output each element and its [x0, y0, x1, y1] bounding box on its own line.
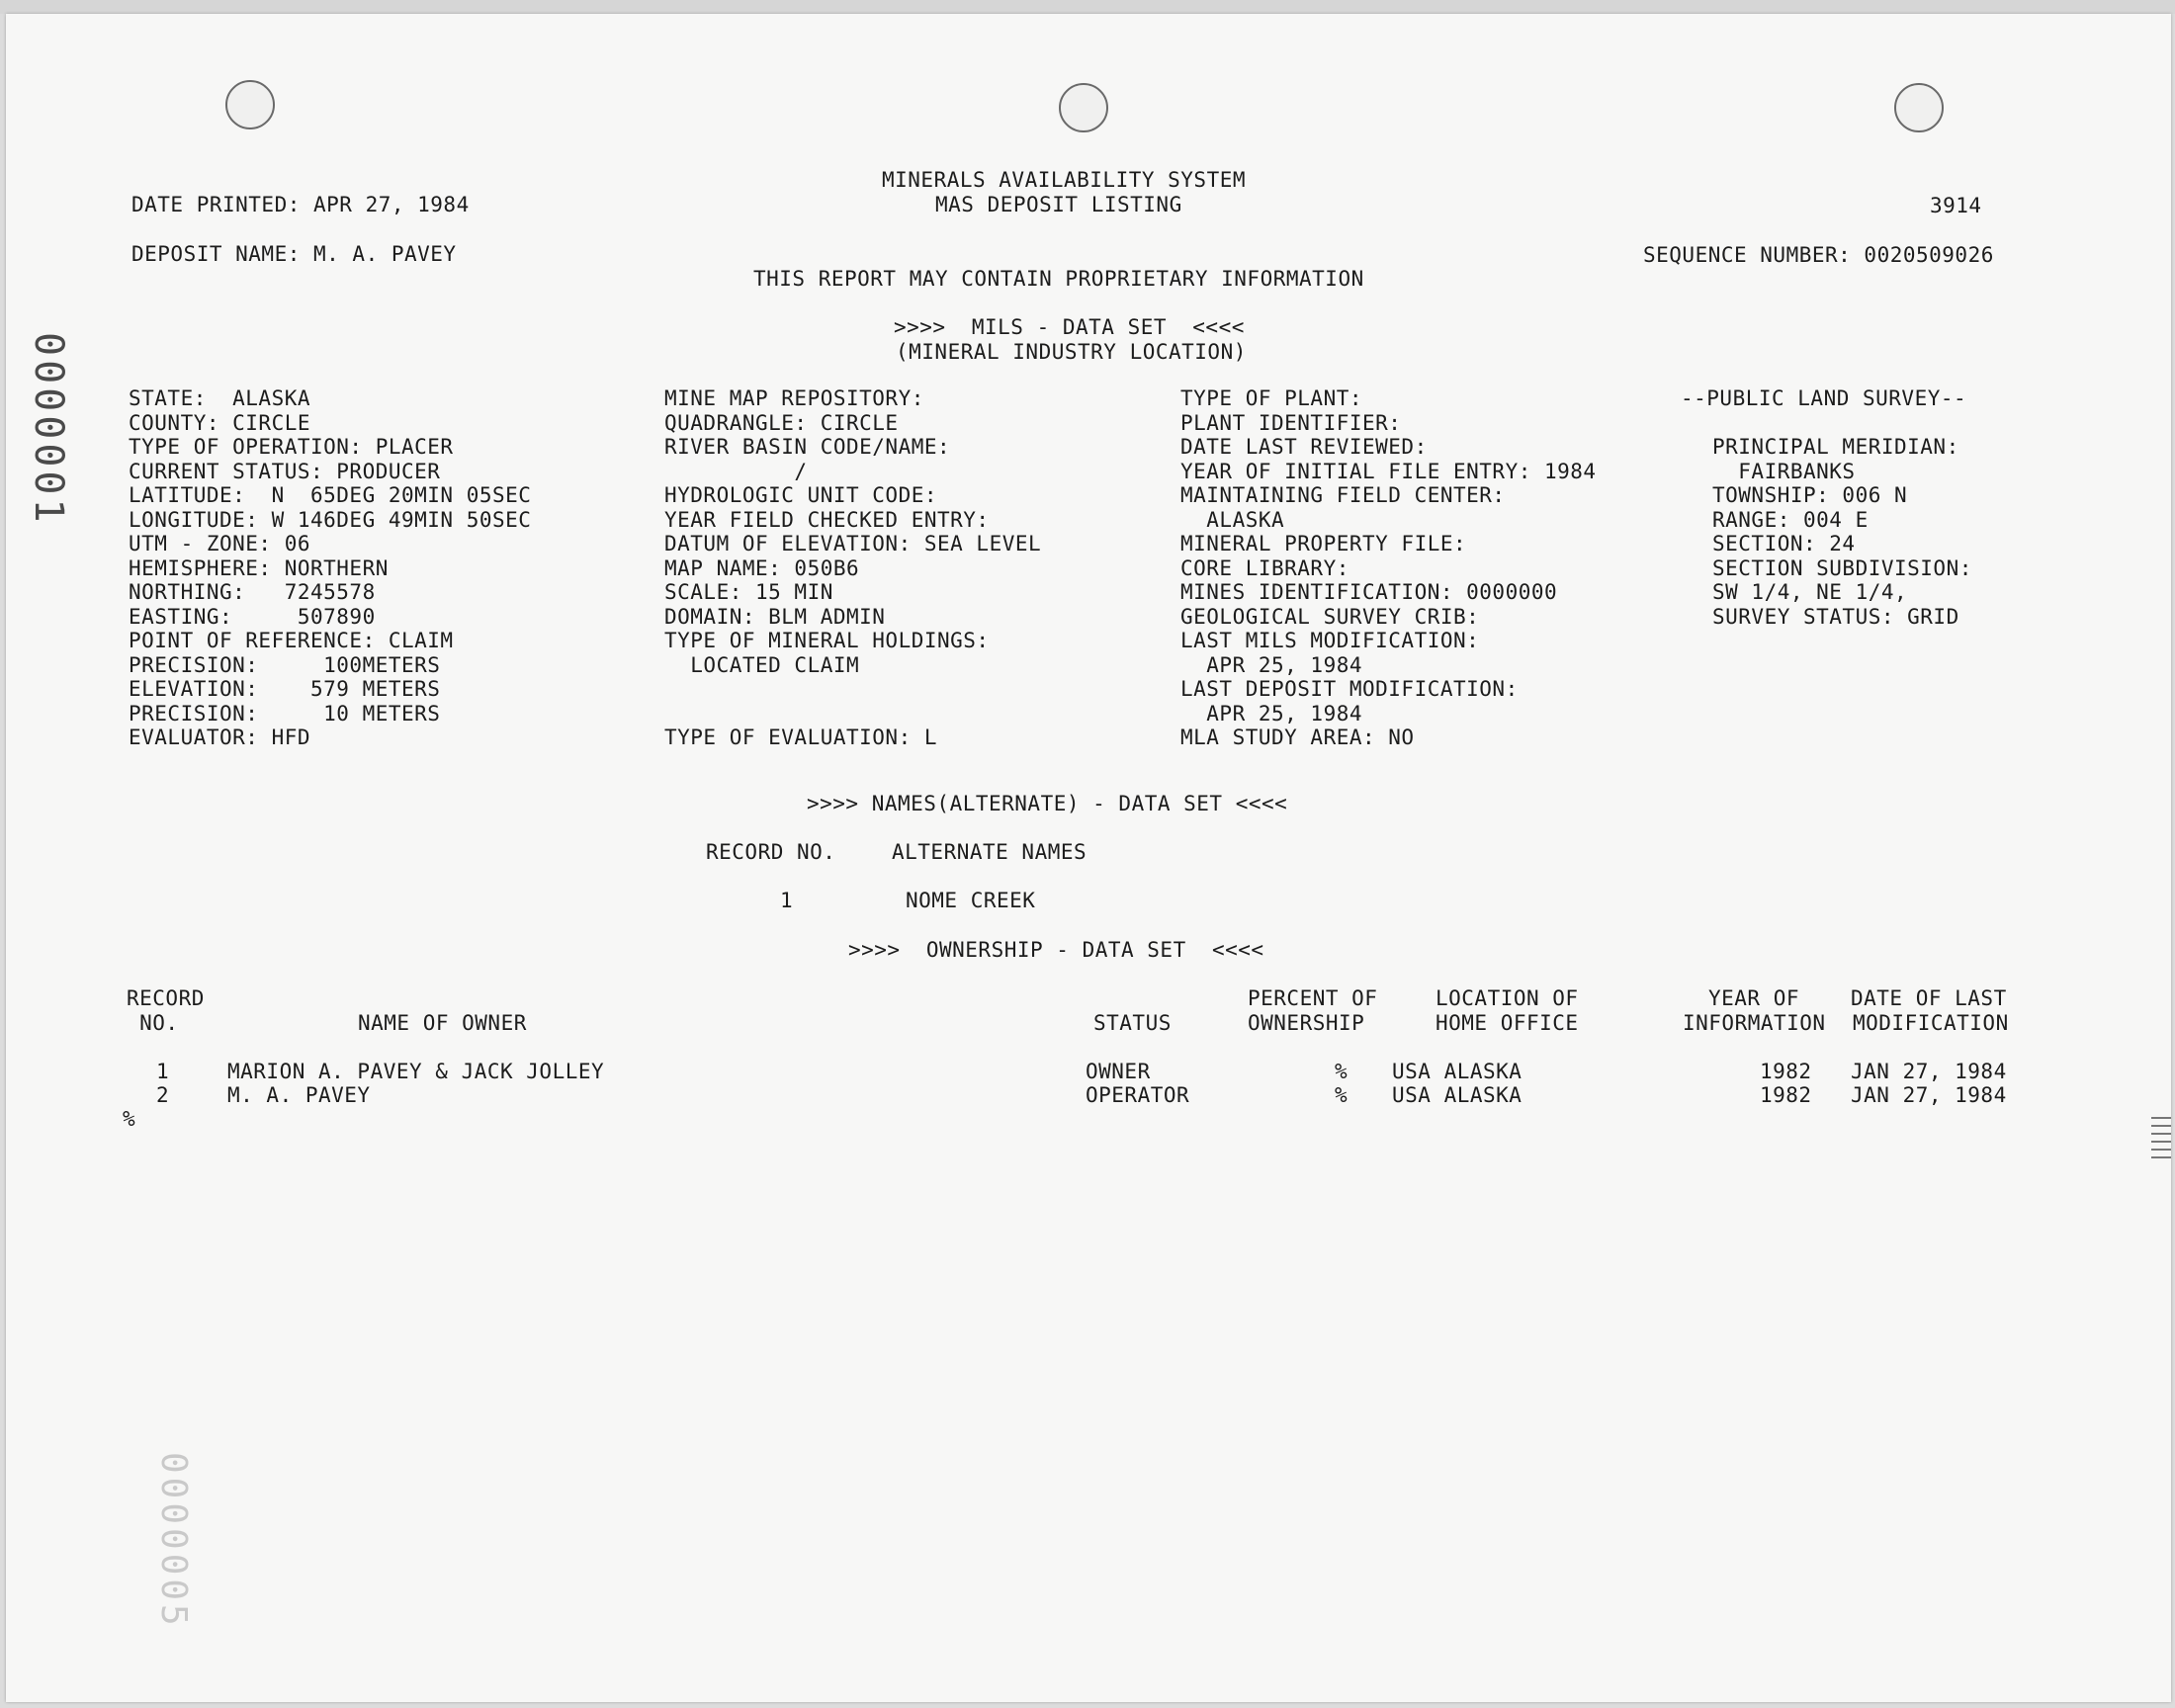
field-line: TYPE OF EVALUATION: L — [664, 726, 938, 749]
row-date: JAN 27, 1984 — [1851, 1083, 2007, 1107]
punch-hole-left — [225, 80, 275, 129]
field-line: UTM - ZONE: 06 — [129, 532, 311, 555]
field-line: PRINCIPAL MERIDIAN: — [1712, 435, 1959, 459]
col-location: LOCATION OF — [1436, 986, 1579, 1010]
names-section-title: >>>> NAMES(ALTERNATE) - DATA SET <<<< — [807, 792, 1288, 815]
field-line: FAIRBANKS — [1712, 459, 1856, 483]
row-status: OWNER — [1086, 1060, 1151, 1083]
field-line: PRECISION: 100METERS — [129, 652, 441, 677]
col-name-of-owner: NAME OF OWNER — [358, 1011, 527, 1035]
field-line: SECTION: 24 — [1712, 532, 1856, 555]
field-line: LONGITUDE: W 146DEG 49MIN 50SEC — [129, 507, 532, 532]
row-year: 1982 — [1760, 1060, 1812, 1083]
names-row-record: 1 — [780, 889, 794, 912]
col-date: MODIFICATION — [1853, 1011, 2009, 1035]
scan-artifact-line — [2151, 1141, 2171, 1143]
field-line: GEOLOGICAL SURVEY CRIB: — [1180, 604, 1480, 629]
field-line: SCALE: 15 MIN — [664, 580, 833, 604]
ownership-footer-mark: % — [123, 1107, 136, 1131]
scan-artifact-line — [2151, 1149, 2171, 1151]
printout-sheet — [6, 14, 2171, 1702]
scan-artifact-line — [2151, 1117, 2171, 1119]
date-printed: DATE PRINTED: APR 27, 1984 — [131, 193, 470, 216]
field-line: DATUM OF ELEVATION: SEA LEVEL — [664, 532, 1042, 555]
punch-hole-center — [1059, 83, 1108, 132]
survey-heading: --PUBLIC LAND SURVEY-- — [1681, 386, 1967, 410]
row-percent: % — [1335, 1060, 1348, 1083]
system-title: MINERALS AVAILABILITY SYSTEM — [882, 168, 1247, 192]
field-line: SECTION SUBDIVISION: — [1712, 555, 1972, 580]
mils-section-title: >>>> MILS - DATA SET <<<< — [894, 315, 1245, 339]
field-line: EASTING: 507890 — [129, 604, 376, 629]
field-line: DOMAIN: BLM ADMIN — [664, 604, 886, 629]
field-line: LAST DEPOSIT MODIFICATION: — [1180, 677, 1519, 701]
col-percent: OWNERSHIP — [1248, 1011, 1365, 1035]
field-line: MINE MAP REPOSITORY: — [664, 386, 924, 410]
field-line: LAST MILS MODIFICATION: — [1180, 629, 1480, 652]
row-owner-name: MARION A. PAVEY & JACK JOLLEY — [227, 1060, 605, 1083]
field-line: HYDROLOGIC UNIT CODE: — [664, 483, 938, 507]
row-year: 1982 — [1760, 1083, 1812, 1107]
field-line: MINES IDENTIFICATION: 0000000 — [1180, 580, 1558, 604]
field-line: ELEVATION: 579 METERS — [129, 677, 441, 701]
field-line: YEAR FIELD CHECKED ENTRY: — [664, 507, 990, 532]
mils-section-subtitle: (MINERAL INDUSTRY LOCATION) — [896, 340, 1247, 364]
col-percent: PERCENT OF — [1248, 986, 1378, 1010]
ownership-section-title: >>>> OWNERSHIP - DATA SET <<<< — [848, 938, 1264, 962]
field-line: APR 25, 1984 — [1180, 652, 1363, 677]
scanner-background — [0, 0, 2175, 14]
faint-vertical-stamp-number: 0000005 — [153, 1452, 194, 1630]
field-line: RANGE: 004 E — [1712, 507, 1869, 532]
field-line: PLANT IDENTIFIER: — [1180, 410, 1402, 435]
field-line: TYPE OF OPERATION: PLACER — [129, 435, 454, 459]
scan-artifact-line — [2151, 1133, 2171, 1135]
field-line: MLA STUDY AREA: NO — [1180, 726, 1415, 749]
col-year: INFORMATION — [1683, 1011, 1826, 1035]
field-line: SW 1/4, NE 1/4, — [1712, 580, 1908, 604]
field-line: CORE LIBRARY: — [1180, 555, 1349, 580]
punch-hole-right — [1894, 83, 1944, 132]
field-line: MAINTAINING FIELD CENTER: — [1180, 483, 1506, 507]
names-header-alternate: ALTERNATE NAMES — [892, 840, 1088, 864]
row-record: 1 — [156, 1060, 170, 1083]
field-line: DATE LAST REVIEWED: — [1180, 435, 1428, 459]
col-location: HOME OFFICE — [1436, 1011, 1579, 1035]
field-line: PRECISION: 10 METERS — [129, 701, 441, 726]
listing-title: MAS DEPOSIT LISTING — [935, 193, 1182, 216]
col-record: NO. — [127, 1011, 179, 1035]
names-header-record: RECORD NO. — [706, 840, 836, 864]
field-line: RIVER BASIN CODE/NAME: — [664, 435, 951, 459]
col-date: DATE OF LAST — [1851, 986, 2007, 1010]
field-line: MAP NAME: 050B6 — [664, 555, 860, 580]
names-row-name: NOME CREEK — [906, 889, 1036, 912]
field-line: SURVEY STATUS: GRID — [1712, 604, 1959, 629]
field-line: POINT OF REFERENCE: CLAIM — [129, 629, 454, 652]
field-line: CURRENT STATUS: PRODUCER — [129, 459, 441, 483]
field-line: MINERAL PROPERTY FILE: — [1180, 532, 1467, 555]
field-line: TOWNSHIP: 006 N — [1712, 483, 1908, 507]
field-line: YEAR OF INITIAL FILE ENTRY: 1984 — [1180, 459, 1597, 483]
field-line: LATITUDE: N 65DEG 20MIN 05SEC — [129, 483, 532, 507]
row-percent: % — [1335, 1083, 1348, 1107]
field-line: HEMISPHERE: NORTHERN — [129, 555, 389, 580]
col-year: YEAR OF — [1708, 986, 1800, 1010]
col-record: RECORD — [127, 986, 205, 1010]
field-line: STATE: ALASKA — [129, 386, 311, 410]
field-line: / — [664, 459, 808, 483]
scan-artifact-line — [2151, 1125, 2171, 1127]
col-status: STATUS — [1093, 1011, 1172, 1035]
field-line: LOCATED CLAIM — [664, 652, 860, 677]
row-location: USA ALASKA — [1392, 1083, 1522, 1107]
field-line: ALASKA — [1180, 507, 1285, 532]
row-date: JAN 27, 1984 — [1851, 1060, 2007, 1083]
deposit-name: DEPOSIT NAME: M. A. PAVEY — [131, 242, 457, 266]
page-number: 3914 — [1930, 194, 1982, 217]
field-line: TYPE OF MINERAL HOLDINGS: — [664, 629, 990, 652]
field-line: TYPE OF PLANT: — [1180, 386, 1363, 410]
proprietary-notice: THIS REPORT MAY CONTAIN PROPRIETARY INFORMATION — [753, 267, 1364, 291]
scan-artifact-line — [2151, 1156, 2171, 1158]
row-record: 2 — [156, 1083, 170, 1107]
field-line: NORTHING: 7245578 — [129, 580, 376, 604]
vertical-stamp-number: 0000001 — [26, 332, 71, 527]
row-status: OPERATOR — [1086, 1083, 1190, 1107]
field-line: COUNTY: CIRCLE — [129, 410, 311, 435]
field-line: EVALUATOR: HFD — [129, 726, 311, 749]
sequence-number: SEQUENCE NUMBER: 0020509026 — [1643, 243, 1994, 267]
row-owner-name: M. A. PAVEY — [227, 1083, 371, 1107]
field-line: QUADRANGLE: CIRCLE — [664, 410, 899, 435]
row-location: USA ALASKA — [1392, 1060, 1522, 1083]
field-line: APR 25, 1984 — [1180, 701, 1363, 726]
